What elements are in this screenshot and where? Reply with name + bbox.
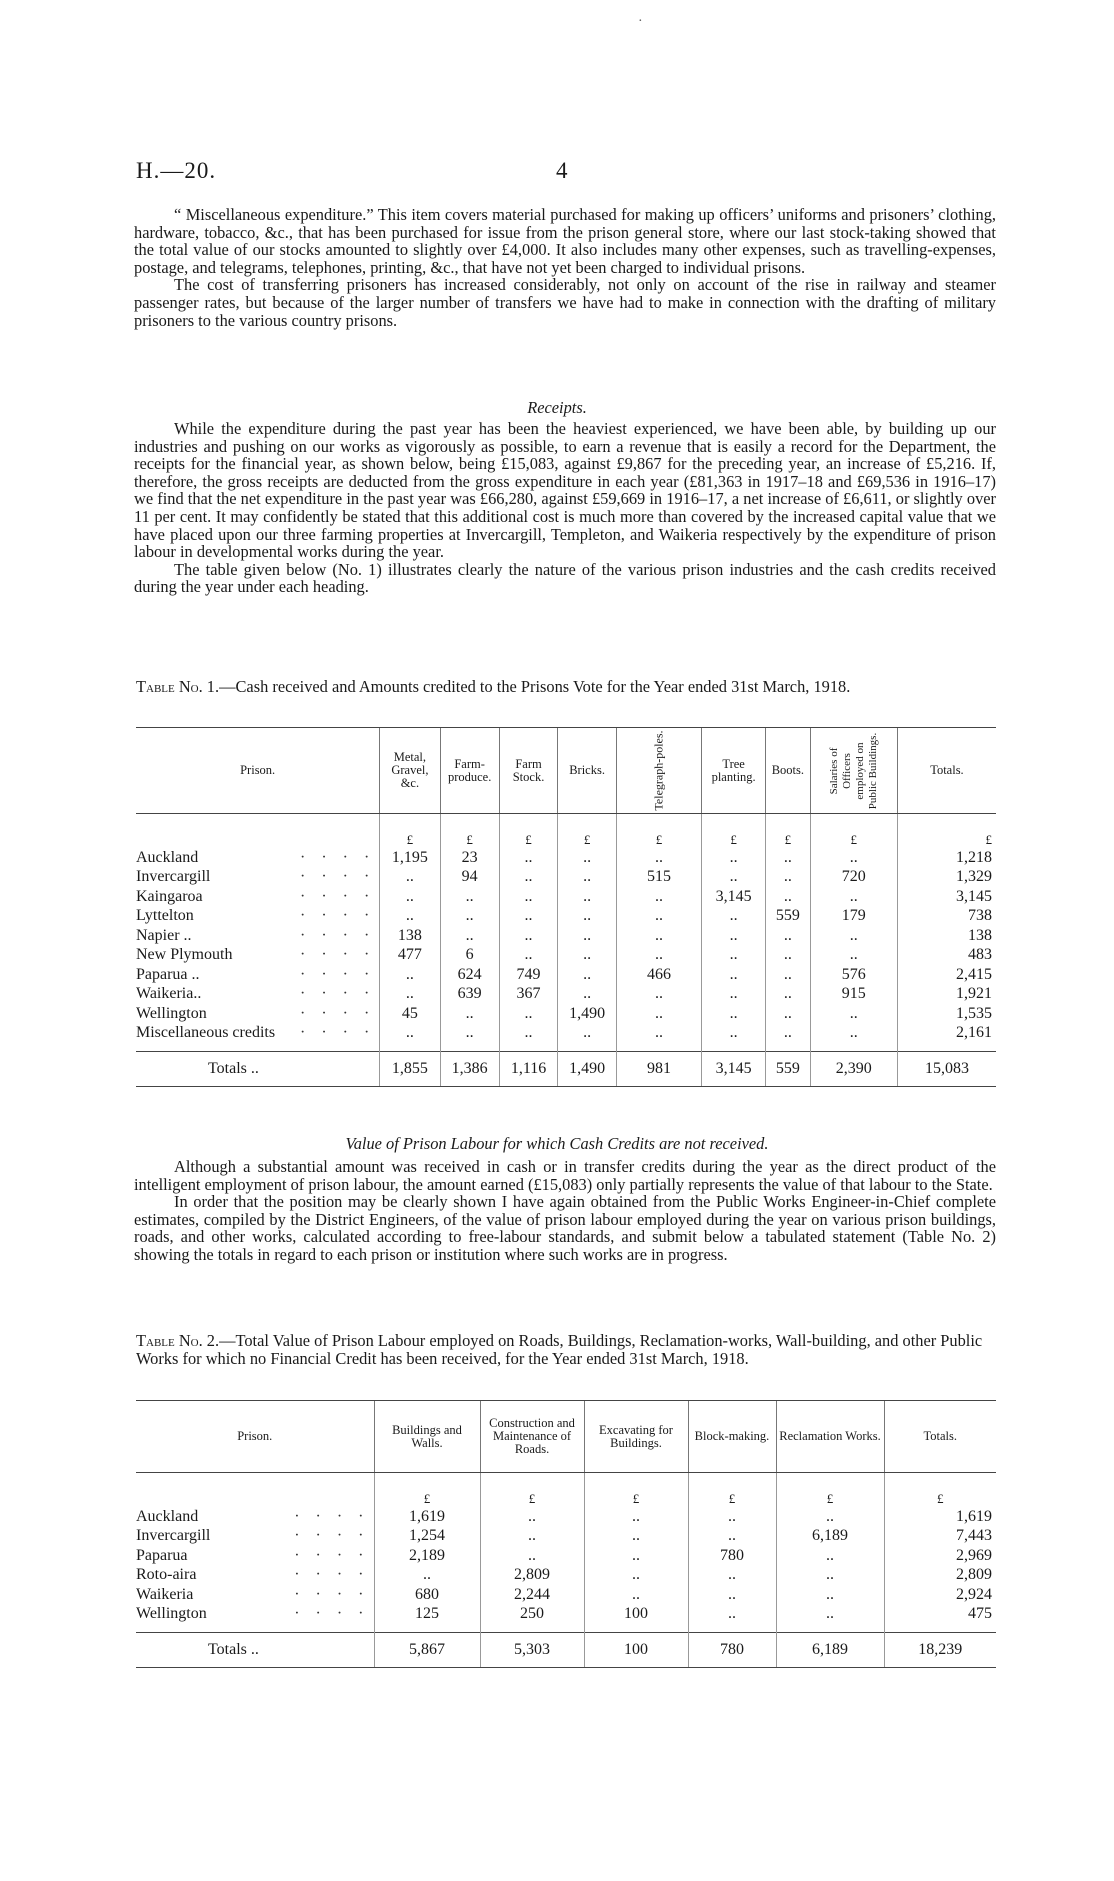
- prison-name-cell: Napier .. · · · ·: [136, 926, 376, 944]
- value-section: [134, 1158, 996, 1264]
- table-row: [136, 1507, 996, 1527]
- table2-header-row: [136, 1401, 996, 1473]
- prison-name-cell: Waikeria · · · ·: [136, 1585, 370, 1603]
- table-cell: 680: [374, 1585, 480, 1605]
- table-cell: ..: [702, 848, 766, 868]
- table-cell: ..: [380, 985, 440, 1005]
- table-cell: ..: [810, 1004, 897, 1024]
- table-cell: ..: [766, 868, 810, 888]
- table-cell: 23: [440, 848, 499, 868]
- table-cell: 1,535: [897, 1004, 996, 1024]
- table-cell: ..: [766, 985, 810, 1005]
- table-cell: 100: [584, 1633, 688, 1668]
- table-cell: ..: [558, 926, 617, 946]
- table-cell: 1,195: [380, 848, 440, 868]
- table-cell: 15,083: [897, 1052, 996, 1087]
- table-cell: ..: [558, 868, 617, 888]
- table-cell: ..: [766, 926, 810, 946]
- table-cell: 2,809: [480, 1566, 584, 1586]
- table-cell: ..: [766, 946, 810, 966]
- unit-cell: £: [702, 814, 766, 849]
- table-cell: 780: [688, 1546, 776, 1566]
- table-cell: 2,390: [810, 1052, 897, 1087]
- table-row: [136, 1546, 996, 1566]
- intro-section: [134, 206, 996, 329]
- prison-name-cell: Invercargill · · · ·: [136, 868, 376, 886]
- table-cell: ..: [766, 887, 810, 907]
- table-cell: ..: [499, 926, 557, 946]
- column-header: Totals.: [884, 1401, 996, 1473]
- table2-caption-text: —Total Value of Prison Labour employed on Roads, Buildings, Reclamation-works, Wall-building, and other Public Works for which no Financial Credit has been received, for the Year ended 31st March, 1918.: [136, 1331, 983, 1368]
- table-row: [136, 946, 996, 966]
- table-cell: 138: [380, 926, 440, 946]
- unit-cell: £: [766, 814, 810, 849]
- table-cell: 639: [440, 985, 499, 1005]
- paragraph: The cost of transferring prisoners has increased considerably, not only on account of the rise in railway and steamer passenger rates, but because of the larger number of transfers we have had to make in connection with the drafting of military prisoners to the various country prisons.: [134, 275, 996, 330]
- table-cell: 94: [440, 868, 499, 888]
- table1-header-row: [136, 728, 996, 814]
- table-cell: ..: [440, 926, 499, 946]
- column-header: Excavating for Buildings.: [584, 1401, 688, 1473]
- receipts-section: [134, 420, 996, 596]
- table-row: [136, 868, 996, 888]
- totals-row: [136, 1052, 996, 1087]
- table-cell: ..: [584, 1527, 688, 1547]
- table-row: [136, 926, 996, 946]
- rotated-header: Salaries of Officers employed on Public Buildings.: [827, 732, 879, 809]
- table-row: [136, 985, 996, 1005]
- table-row: [136, 1566, 996, 1586]
- table-cell: 125: [374, 1605, 480, 1625]
- table-cell: ..: [499, 868, 557, 888]
- unit-cell: £: [374, 1473, 480, 1508]
- table-1: [136, 727, 996, 1087]
- table-2: [136, 1400, 996, 1668]
- table-cell: ..: [688, 1566, 776, 1586]
- table-cell: ..: [688, 1605, 776, 1625]
- page-speck: ·: [638, 14, 643, 29]
- table-cell: 1,855: [380, 1052, 440, 1087]
- table-cell: 1,116: [499, 1052, 557, 1087]
- table-cell: ..: [480, 1546, 584, 1566]
- column-header: Totals.: [897, 728, 996, 814]
- table-cell: 466: [616, 965, 701, 985]
- table-cell: 559: [766, 907, 810, 927]
- rotated-header: Telegraph-poles.: [651, 730, 666, 811]
- column-header: Boots.: [766, 728, 810, 814]
- table-cell: ..: [766, 965, 810, 985]
- table1-caption-text: —Cash received and Amounts credited to the Prisons Vote for the Year ended 31st March, 1918.: [219, 677, 851, 696]
- table-cell: 2,809: [884, 1566, 996, 1586]
- table-cell: 1,254: [374, 1527, 480, 1547]
- table-cell: ..: [702, 926, 766, 946]
- table-row: [136, 887, 996, 907]
- table-cell: 1,619: [374, 1507, 480, 1527]
- table-cell: 3,145: [897, 887, 996, 907]
- table-cell: ..: [616, 946, 701, 966]
- table-cell: ..: [558, 848, 617, 868]
- table-cell: ..: [776, 1566, 884, 1586]
- totals-label: Totals ..: [136, 1052, 380, 1087]
- table-cell: ..: [499, 907, 557, 927]
- column-header: Buildings and Walls.: [374, 1401, 480, 1473]
- prison-name-cell: Auckland · · · ·: [136, 1507, 370, 1525]
- paragraph: The table given below (No. 1) illustrates clearly the nature of the various prison industries and the cash credits received during the year under each heading.: [134, 559, 996, 597]
- prison-name-cell: Lyttelton · · · ·: [136, 907, 376, 925]
- unit-cell: £: [558, 814, 617, 849]
- receipts-heading: Receipts.: [527, 398, 587, 417]
- table-cell: 5,867: [374, 1633, 480, 1668]
- table-cell: 6: [440, 946, 499, 966]
- table-cell: 6,189: [776, 1633, 884, 1668]
- table-cell: ..: [688, 1527, 776, 1547]
- table-cell: ..: [702, 985, 766, 1005]
- table-cell: 2,189: [374, 1546, 480, 1566]
- unit-cell: £: [688, 1473, 776, 1508]
- table-cell: 250: [480, 1605, 584, 1625]
- paragraph: While the expenditure during the past year has been the heaviest experienced, we have been able, by building up our industries and pushing on our works as vigorously as possible, to earn a revenue that is easily a record for the Department, the receipts for the financial year, as shown below, being £15,083, against £9,867 for the preceding year, an increase of £5,216. If, therefore, the gross receipts are deducted from the gross expenditure in each year (£81,363 in 1917–18 and £69,536 in 1916–17) we find that the net expenditure in the past year was £66,280, against £59,669 in 1916–17, a net increase of £6,611, or slightly over 11 per cent. It may confidently be stated that this additional cost is much more than covered by the increased capital value that we have placed upon our three farming properties at Invercargill, Templeton, and Waikeria respectively by the expenditure of prison labour in developmental works during the year.: [134, 419, 996, 562]
- table-cell: ..: [558, 946, 617, 966]
- table-cell: ..: [499, 946, 557, 966]
- unit-cell: £: [499, 814, 557, 849]
- table-row: [136, 1024, 996, 1044]
- column-header: Farm Stock.: [499, 728, 557, 814]
- document-reference: H.—20.: [136, 158, 217, 183]
- table-cell: 981: [616, 1052, 701, 1087]
- table-cell: ..: [480, 1527, 584, 1547]
- table-cell: ..: [776, 1507, 884, 1527]
- table-cell: ..: [810, 1024, 897, 1044]
- table-cell: ..: [558, 965, 617, 985]
- table-cell: ..: [616, 926, 701, 946]
- table-cell: 45: [380, 1004, 440, 1024]
- prison-name-cell: New Plymouth · · · ·: [136, 946, 376, 964]
- column-header: [810, 728, 897, 814]
- prison-name-cell: Invercargill · · · ·: [136, 1527, 370, 1545]
- prison-name-cell: Wellington · · · ·: [136, 1004, 376, 1022]
- column-header: Farm-produce.: [440, 728, 499, 814]
- table1-caption: [136, 678, 996, 696]
- table-cell: ..: [688, 1585, 776, 1605]
- unit-cell: £: [897, 814, 996, 849]
- table-row: [136, 965, 996, 985]
- table-cell: 6,189: [776, 1527, 884, 1547]
- table-cell: ..: [558, 985, 617, 1005]
- table-cell: 1,619: [884, 1507, 996, 1527]
- table-cell: 2,924: [884, 1585, 996, 1605]
- table-cell: ..: [702, 868, 766, 888]
- table-cell: 3,145: [702, 1052, 766, 1087]
- unit-row: [136, 1473, 996, 1508]
- value-heading: Value of Prison Labour for which Cash Credits are not received.: [345, 1134, 769, 1153]
- table-cell: ..: [616, 887, 701, 907]
- table-row: [136, 1585, 996, 1605]
- table-cell: ..: [380, 868, 440, 888]
- unit-cell: £: [884, 1473, 996, 1508]
- table-cell: ..: [558, 907, 617, 927]
- paragraph: Although a substantial amount was received in cash or in transfer credits during the year as the direct product of the intelligent employment of prison labour, the amount earned (£15,083) only partially represents the value of that labour to the State.: [134, 1157, 996, 1194]
- column-header: Reclamation Works.: [776, 1401, 884, 1473]
- table-cell: 749: [499, 965, 557, 985]
- table-cell: 576: [810, 965, 897, 985]
- unit-cell: £: [584, 1473, 688, 1508]
- table-cell: ..: [499, 1004, 557, 1024]
- unit-cell: £: [776, 1473, 884, 1508]
- page-number: 4: [556, 158, 568, 183]
- table-cell: ..: [584, 1546, 688, 1566]
- table-cell: ..: [499, 887, 557, 907]
- table-cell: 780: [688, 1633, 776, 1668]
- table-cell: 1,329: [897, 868, 996, 888]
- table-cell: 3,145: [702, 887, 766, 907]
- table-row: [136, 848, 996, 868]
- prison-name-cell: Waikeria.. · · · ·: [136, 985, 376, 1003]
- prison-name-cell: Paparua .. · · · ·: [136, 965, 376, 983]
- column-header: Prison.: [136, 728, 380, 814]
- table-cell: ..: [380, 907, 440, 927]
- prison-name-cell: Wellington · · · ·: [136, 1605, 370, 1623]
- table-cell: 18,239: [884, 1633, 996, 1668]
- table-cell: 1,490: [558, 1052, 617, 1087]
- totals-label: Totals ..: [136, 1633, 374, 1668]
- unit-cell: £: [480, 1473, 584, 1508]
- table-cell: 483: [897, 946, 996, 966]
- table-cell: ..: [380, 1024, 440, 1044]
- table-cell: 138: [897, 926, 996, 946]
- table-cell: 624: [440, 965, 499, 985]
- table-cell: 1,921: [897, 985, 996, 1005]
- table-cell: ..: [776, 1546, 884, 1566]
- table-cell: 7,443: [884, 1527, 996, 1547]
- prison-name-cell: Roto-aira · · · ·: [136, 1566, 370, 1584]
- table2-caption-prefix: Table No. 2.: [136, 1331, 220, 1350]
- table-cell: ..: [380, 887, 440, 907]
- column-header: Bricks.: [558, 728, 617, 814]
- column-header: Block-making.: [688, 1401, 776, 1473]
- table-cell: ..: [810, 946, 897, 966]
- table-cell: ..: [616, 985, 701, 1005]
- table-cell: ..: [702, 907, 766, 927]
- prison-name-cell: Kaingaroa · · · ·: [136, 887, 376, 905]
- table-cell: ..: [616, 1024, 701, 1044]
- prison-name-cell: Paparua · · · ·: [136, 1546, 370, 1564]
- table-cell: ..: [702, 946, 766, 966]
- unit-cell: £: [616, 814, 701, 849]
- table-cell: ..: [480, 1507, 584, 1527]
- table-cell: 738: [897, 907, 996, 927]
- unit-row: [136, 814, 996, 849]
- table2-body: [136, 1507, 996, 1624]
- table-cell: ..: [810, 848, 897, 868]
- table-cell: 1,490: [558, 1004, 617, 1024]
- column-header: Metal, Gravel, &c.: [380, 728, 440, 814]
- table-cell: ..: [766, 1004, 810, 1024]
- table-cell: ..: [616, 848, 701, 868]
- unit-cell: £: [440, 814, 499, 849]
- table-cell: ..: [616, 907, 701, 927]
- table-cell: 915: [810, 985, 897, 1005]
- paragraph: In order that the position may be clearly shown I have again obtained from the Public Works Engineer-in-Chief complete estimates, compiled by the District Engineers, of the value of prison labour employed during the year on various prison buildings, roads, and other works, calculated according to free-labour standards, and submit below a tabulated statement (Table No. 2) showing the totals in regard to each prison or institution where such works are in progress.: [134, 1192, 996, 1264]
- table-cell: ..: [702, 1024, 766, 1044]
- table-row: [136, 1527, 996, 1547]
- table-row: [136, 1605, 996, 1625]
- table-cell: 475: [884, 1605, 996, 1625]
- table-row: [136, 907, 996, 927]
- table-cell: ..: [558, 1024, 617, 1044]
- table-cell: 179: [810, 907, 897, 927]
- table-cell: ..: [440, 1024, 499, 1044]
- table-cell: ..: [584, 1566, 688, 1586]
- table-cell: ..: [688, 1507, 776, 1527]
- table-cell: ..: [374, 1566, 480, 1586]
- table-cell: ..: [810, 926, 897, 946]
- table-row: [136, 1004, 996, 1024]
- table-cell: 515: [616, 868, 701, 888]
- table-cell: 1,218: [897, 848, 996, 868]
- table-cell: 5,303: [480, 1633, 584, 1668]
- table-cell: 2,244: [480, 1585, 584, 1605]
- table2-caption: [136, 1332, 996, 1367]
- table-cell: ..: [616, 1004, 701, 1024]
- totals-row: [136, 1633, 996, 1668]
- column-header: [616, 728, 701, 814]
- table-cell: ..: [440, 1004, 499, 1024]
- table-cell: 2,161: [897, 1024, 996, 1044]
- table-cell: ..: [776, 1585, 884, 1605]
- table1-caption-prefix: Table No. 1.: [136, 677, 220, 696]
- table-cell: ..: [440, 907, 499, 927]
- table-cell: 2,415: [897, 965, 996, 985]
- table-cell: ..: [440, 887, 499, 907]
- column-header: Construction and Maintenance of Roads.: [480, 1401, 584, 1473]
- table-cell: 367: [499, 985, 557, 1005]
- table-cell: ..: [584, 1507, 688, 1527]
- table-cell: 477: [380, 946, 440, 966]
- column-header: Prison.: [136, 1401, 374, 1473]
- paragraph: “ Miscellaneous expenditure.” This item covers material purchased for making up officers’ uniforms and prisoners’ clothing, hardware, tobacco, &c., that has been purchased for issue from the prison general store, where our last stock-taking showed that the total value of our stocks amounted to slightly over £4,000. It also includes many other expenses, such as travelling-expenses, postage, and telegrams, telephones, printing, &c., that have not yet been charged to individual prisons.: [134, 205, 996, 277]
- table-cell: ..: [499, 1024, 557, 1044]
- table-cell: 1,386: [440, 1052, 499, 1087]
- table-cell: ..: [766, 848, 810, 868]
- table1-body: [136, 848, 996, 1043]
- table-cell: ..: [766, 1024, 810, 1044]
- prison-name-cell: Miscellaneous credits · · · ·: [136, 1024, 376, 1042]
- table-cell: 2,969: [884, 1546, 996, 1566]
- table-cell: ..: [810, 887, 897, 907]
- table-cell: 100: [584, 1605, 688, 1625]
- table-cell: ..: [380, 965, 440, 985]
- table-cell: ..: [499, 848, 557, 868]
- table-cell: ..: [702, 965, 766, 985]
- table-cell: ..: [558, 887, 617, 907]
- column-header: Tree planting.: [702, 728, 766, 814]
- table-cell: ..: [702, 1004, 766, 1024]
- unit-cell: £: [810, 814, 897, 849]
- table-cell: ..: [584, 1585, 688, 1605]
- table-cell: 559: [766, 1052, 810, 1087]
- prison-name-cell: Auckland · · · ·: [136, 848, 376, 866]
- unit-cell: £: [380, 814, 440, 849]
- table-cell: ..: [776, 1605, 884, 1625]
- table-cell: 720: [810, 868, 897, 888]
